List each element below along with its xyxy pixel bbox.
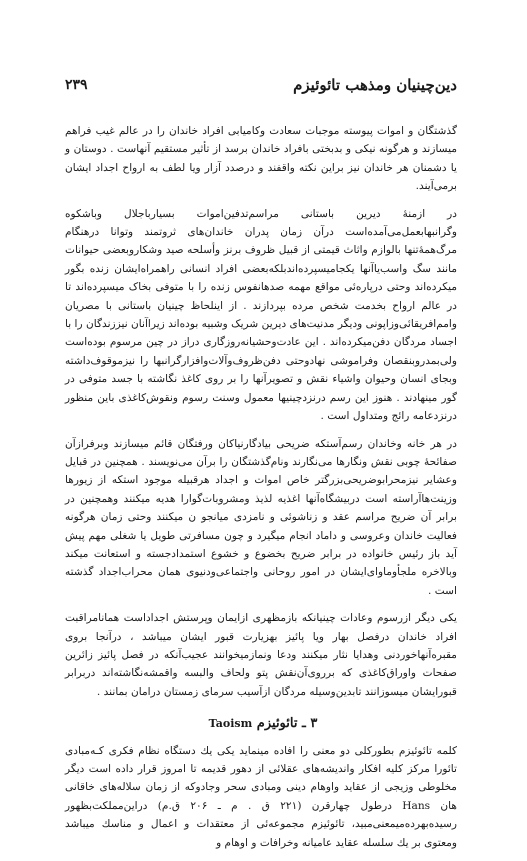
paragraph-family-shrine: در هر خانه وخاندان رسم‌آستکه ضریحی بیادگارنیاکان ورفتگان قائم میسازند وبرفرازآن صفائحهٔ چوبی نقش ونگارها می‌نگارند ونام‌گذشتگان را برآن می‌نویسند . همچنین در قبایل وعشایر نیزمحرابوضریحی‌بزرگتر خاص اموات و اجداد هرقبیله موجود استکه از زیورها وزینت‌هاآراسته است دربیشگاه‌آنها اغذیه لذیذ ومشروبات‌گوارا هدیه میکنند وهمچنین در برابر آن ضریح مراسم عقد و زناشوئی و نامزدی میانجو ن میکنند وحتی زمان هرگونه فعالیت خاندان وعروسی و داماد انجام میگیرد و چون مسافرتی طویل یا شغلی مهم پیش آید باز رئیس خانواده در برابر ضریح بخضوع و خشوع استمداد‌جسته و استعانت میکند وبالاخره ملجأوماوای‌ایشان در امور روحانی واجتماعی‌ودنیوی همان محراب‌اجداد گذشته است . bbox=[65, 437, 457, 597]
paragraph-ancestors-influence: گذشتگان و اموات پیوسته موجبات سعادت وکامیابی افراد خاندان را در عالم غیب فراهم میسازند و هرگونه نیکی و بدبختی بافراد خاندان برسد از تأثیر مستقیم آنهاست . دوستان و یا دشمنان هر خاندان نیز براین نکته واقفند و درصدد آزار ویا لطف به ارواح اجداد ایشان برمی‌آیند. bbox=[65, 125, 457, 193]
paragraph-taoism-definition: کلمه تائوئیزم بطورکلی دو معنی را افاده مینماید یکی یك دستگاه نظام فکری کـه‌مبادی تائورا مرکز کلیه افکار واندیشه‌های عقلائی از دهور قدیمه تا امروز قرار داده است دیگر مخلوطی وزیجی از عقاید واوهام دینی ومبادی سحر وجادوکه از زمان سلاله‌های خاقانی هان Hans درطول چهارقرن (۲۲۱ ق . م ـ ۲۰۶ ق.م) دراین‌مملکت‌بظهور رسیده‌بهرده‌میمعنی‌مبید، تائوئیزم مجموعه‌ئی از معتقدات و اعمال و مناسك میباشد ومعتوی بر یك سلسله عقاید عامیانه وخرافات و اوهام و bbox=[65, 744, 457, 849]
section-heading-latin: Taoism bbox=[208, 717, 253, 731]
page-body bbox=[65, 122, 457, 861]
section-heading-text: ۳ ـ تائوئیزم bbox=[256, 716, 318, 732]
section-heading bbox=[65, 715, 457, 733]
paragraph-grave-visits: یکی دیگر ازرسوم وعادات چینیانکه بازمظهری ازایمان وپرستش اجداداست همانامراقبت افراد خاندان درفصل بهار ویا پائیز بهزیارت قبور ایشان میباشد ، درآنجا بروی مقبره‌آنهاخوردنی وهدایا نثار میکنند ودعا ونمازمیخوانند عجیب‌آنکه در فصل پائیز زائرین صفحات واوراق‌کاغذی که برروی‌آن‌نقش پتو ولحاف والبسه واقمشه‌نگاشته‌اند دربرابر قبورایشان میسوزانند تابدین‌وسیله مردگان ازآسیب سرمای زمستان درامان بمانند . bbox=[65, 612, 457, 698]
running-head: دین‌چینیان ومذهب تائوئیزم bbox=[293, 76, 457, 94]
page-header bbox=[65, 74, 457, 96]
page-number: ۲۳۹ bbox=[65, 77, 88, 93]
paragraph-ancient-burial: در ازمنهٔ دیرین باستانی مراسم‌تدفین‌اموات بسیارباجلال وباشکوه وگرانبهابعمل‌می‌آمده‌است درآن زمان پدران خاندان‌های ثروتمند وتوانا درهنگام مرگ‌همهٔ‌تنها بالوازم واثاث قیمتی از قبیل ظروف برنز وأسلحه صید وشکاروبعضی حیوانات مانند سگ واسب‌یاآنها یکجامیسپرده‌اندبلکه‌بعضی افراد انسانی راهمراه‌ایشان زنده بگور میکرده‌اند وحتی درپاره‌ئی مواقع مهمه صدهانفوس زنده را با متوفی بخاک میسپرده‌اند تا در عالم ارواح بخدمت شخص مرده بپردازند . از اینلحاظ چینیان باستانی با مصریان وامم‌افریقائی‌وزاپونی ودیگر مدنیت‌های دیرین شریک وشبیه بوده‌اند زیراآنان نیززندگان را با اجساد مردگان دفن‌میکرده‌اند . این عادت‌وحشیانه‌روزگاری دراز در چین مرسوم بوده‌است ولی‌بمدروبنقصان وفراموشی نهادوحتی دفن‌ظروف‌وآلات‌وافزار‌گرانبها را نیزموقوف‌داشته وبجای انسان وحیوان واشیاء نقش و تصویرآنها را بر روی کاغذ نگاشته با جسد متوفی در گور مینهادند . هنوز این رسم درنزدچینیها معمول وسنت رسوم ونقوش‌کاغذی باین منظور درنزدعامه رائج ومتداول است . bbox=[65, 207, 457, 423]
